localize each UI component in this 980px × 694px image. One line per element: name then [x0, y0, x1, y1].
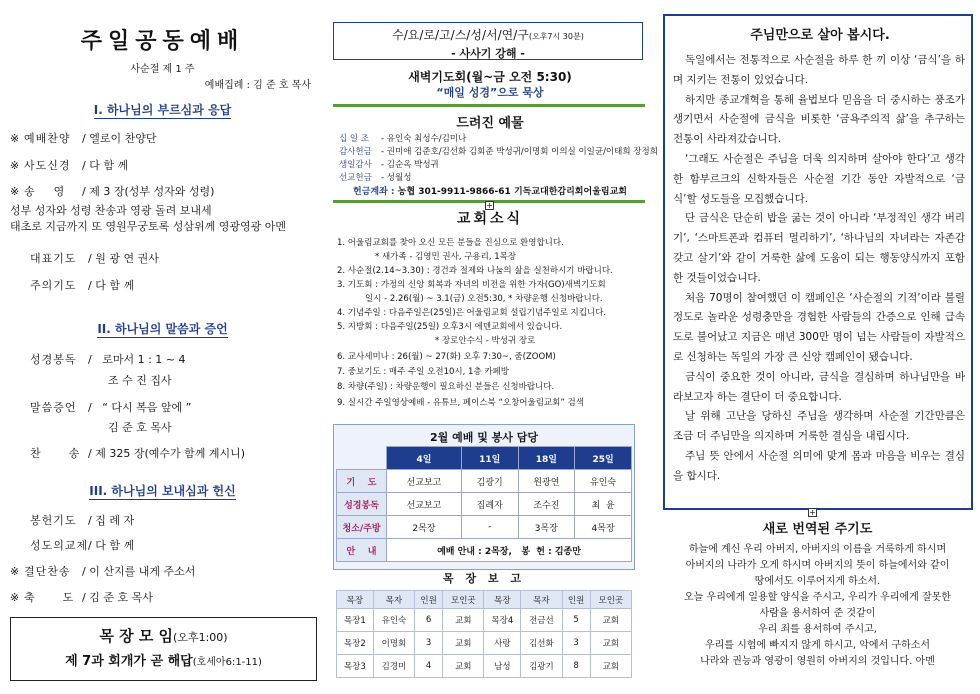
duty-row: 청소/주방 2목장 - 3목장 4목장	[337, 516, 632, 539]
offering-row: 생일감사 - 김순옥 박성귀	[339, 160, 439, 170]
order-fellowship: 성도의교제/ 다 함 께	[30, 539, 135, 552]
essay-title: 주님만으로 살아 봅시다.	[750, 28, 890, 43]
prayer-line: 나라와 권능과 영광이 영원히 아버지의 것입니다. 아멘	[700, 656, 935, 667]
news-item: * 새가족 - 김영민 권사, 구용리, 1목장	[375, 252, 517, 262]
duty-header-row	[337, 447, 632, 470]
news-item: 3. 기도회 : 가정의 신앙 회복과 자녀의 비전을 위한 가자(GO)새벽기도회	[337, 280, 606, 290]
order-sermon: 말씀증언 / “ 다시 복음 앞에 ”	[30, 401, 192, 414]
bible-study-box	[333, 22, 643, 60]
news-item: 1. 어울림교회를 찾아 오신 모든 분들을 진심으로 환영합니다.	[337, 238, 564, 248]
worship-order-column	[0, 0, 325, 694]
order-creed: ※ 사도신경 / 다 함 께	[10, 159, 129, 172]
bible-study-sub: - 사사기 강해 -	[451, 47, 525, 60]
group-report-header: 목장 목자 인원 모인곳 목장 목자 인원 모인곳	[337, 591, 632, 609]
essay-paragraph: 단 금식은 단순히 밥을 굶는 것이 아니라 ‘부정적인 생각 버리기’, ‘스마트폰과 컴퓨터 멀리하기’, ‘하나님의 자녀라는 자존감 갖고 살기’와 같이 거룩한 삶에 도움이 되는 행동양식까지 포함한 것들이었습니다.	[673, 212, 965, 284]
offering-row: 선교헌금 - 성월성	[339, 173, 412, 183]
page-title: 주일공동예배	[80, 29, 245, 54]
prayer-line: 아버지의 나라가 오게 하시며 아버지의 뜻이 하늘에서와 같이	[685, 560, 950, 571]
prayer-line: 땅에서도 이루어지게 하소서.	[754, 576, 881, 587]
table-row: 목장3 김경미 4 교회 남성 김광기 8 교회	[337, 655, 632, 678]
prayer-line: 우리 죄를 용서하여 주시고,	[758, 624, 877, 635]
reading-person: 조 수 진 집사	[108, 374, 172, 387]
bible-study-title: 수/요/로/고/스/성/서/연/구	[392, 28, 529, 42]
meeting-topic: 제 7과 회개가 곧 해답	[65, 654, 193, 669]
news-item: 8. 차량(주일) : 차량운행이 필요하신 분들은 신청바랍니다.	[337, 382, 555, 392]
prayer-line: 오늘 우리에게 일용할 양식을 주시고, 우리가 우리에게 잘못한	[684, 592, 951, 603]
prayer-line: 우리를 시험에 빠지지 않게 하시고, 악에서 구하소서	[704, 640, 931, 651]
table-row: 목장1 유인숙 6 교회 목장4 전금선 5 교회	[337, 609, 632, 632]
prayer-line: 하늘에 계신 우리 아버지, 아버지의 이름을 거룩하게 하시며	[688, 544, 947, 555]
offering-row: 십 일 조 - 유인숙 최성수/김미나	[339, 134, 467, 144]
duty-date: 18일	[518, 447, 575, 470]
prayer-title: 새로 번역된 주기도	[762, 522, 873, 537]
news-item: 일시 - 2.26(월) ~ 3.1(금) 오전5:30, * 차량운행 신청바랍니다.	[365, 294, 603, 304]
season-label: 사순절 제 1 주	[130, 64, 195, 75]
prayer-line: 사람을 용서하여 준 것같이	[759, 608, 876, 619]
officiant-label: 예배집례 : 김 준 호 목사	[204, 80, 311, 91]
essay-paragraph: ‘그래도 사순절은 주님을 더욱 의지하며 살아야 한다’고 생각한 함부르크의 신학자들은 사순절 기간 동안 자발적으로 ‘금식’할 성도들을 모집했습니다.	[673, 152, 965, 205]
meeting-time: (오후1:00)	[173, 631, 228, 644]
essay-paragraph: 금식이 중요한 것이 아니라, 금식을 결심하며 하나님만을 바라보고자 하는 결단이 더 중요합니다.	[673, 370, 965, 403]
order-hymn: 찬 송 / 제 325 장(예수가 함께 계시니)	[30, 447, 246, 460]
news-item: * 장로안수식 - 박성귀 장로	[435, 336, 536, 346]
duty-table	[336, 446, 632, 562]
news-item: 6. 교사세미나 : 26(월) ~ 27(화) 오후 7:30~, 줌(ZOOM)	[337, 352, 556, 362]
divider	[333, 104, 645, 107]
essay-paragraph: 주님 뜻 안에서 사순절 의미에 맞게 몸과 마음을 비우는 결심을 합시다.	[673, 449, 965, 482]
order-offering-prayer: 봉헌기도 / 집 례 자	[30, 514, 135, 527]
doxology-lyrics: 성부 성자와 성령 찬송과 영광 돌려 보내세 태초로 지금까지 또 영원무궁토록 성삼위께 영광영광 아멘	[10, 204, 287, 233]
essay-box	[663, 14, 973, 510]
news-item: 7. 중보기도 : 매주 주일 오전10시, 1층 카페방	[337, 367, 509, 377]
news-item: 9. 실시간 주일영상예배 - 유튜브, 페이스북 “오창어울림교회” 검색	[337, 398, 584, 408]
duty-table-title: 2월 예배 및 봉사 담당	[430, 431, 538, 444]
duty-date: 25일	[575, 447, 632, 470]
essay-paragraph: 독일에서는 전통적으로 사순절을 하루 한 끼 이상 ‘금식’을 하며 지키는 전통이 있었습니다.	[673, 54, 965, 86]
expand-icon[interactable]: +	[486, 201, 493, 210]
meeting-title: 목 장 모 임	[99, 627, 174, 645]
essay-column	[655, 0, 980, 694]
order-closing-hymn: ※ 결단찬송 / 이 산지를 내게 주소서	[10, 565, 196, 578]
news-item: 2. 사순절(2.14~3.30) : 경건과 절제와 나눔의 삶을 실천하시기 바랍니다.	[337, 266, 613, 276]
news-title: 교회소식	[456, 211, 524, 227]
order-scripture-reading: 성경봉독 / 로마서 1 : 1 ~ 4	[30, 353, 186, 366]
dawn-prayer-title: 새벽기도회(월~금 오전 5:30)	[408, 70, 572, 84]
small-group-meeting-box	[10, 617, 317, 681]
duty-row: 기 도 선교보고 김광기 원광연 유인숙	[337, 470, 632, 493]
offering-title: 드려진 예물	[456, 116, 524, 131]
section-calling: I. 하나님의 부르심과 응답	[93, 103, 232, 117]
news-item: 5. 지방회 : 다음주일(25일) 오후3시 에덴교회에서 있습니다.	[337, 322, 563, 332]
group-report-table	[336, 590, 632, 678]
essay-paragraph: 하지만 종교개혁을 통해 율법보다 믿음을 더 중시하는 풍조가 생기면서 사순절에 금식을 비롯한 ‘금욕주의적 삶’을 추구하는 전통이 사라져갔습니다.	[673, 93, 965, 146]
order-lords-prayer: 주의기도 / 다 함 께	[30, 279, 135, 292]
duty-date: 11일	[461, 447, 518, 470]
group-report-title: 목 장 보 고	[443, 572, 525, 585]
essay-paragraph: 날 위해 고난을 당하신 주님을 생각하며 사순절 기간만큼은 조금 더 주님만을 의지하며 거룩한 결심을 내립시다.	[673, 410, 965, 443]
duty-date: 4일	[387, 447, 462, 470]
offering-row: 감사헌금 - 권미애 김준호/김선화 김회준 박성귀/이명회 이의실 이일균/이태희 장정희	[339, 147, 658, 157]
sermon-person: 김 준 호 목사	[108, 421, 172, 434]
news-item: 4. 기념주일 : 다음주일은(25일)은 어울림교회 설립기념주일로 지킵니다.	[337, 308, 607, 318]
expand-icon[interactable]: +	[809, 508, 816, 517]
offering-account: 헌금계좌 : 농협 301-9911-9866-61 기독교대한감리회어울림교회	[353, 187, 627, 197]
table-row: 목장2 이명회 3 교회 사랑 김선화 3 교회	[337, 632, 632, 655]
section-sending: III. 하나님의 보내심과 헌신	[89, 484, 236, 498]
duty-row: 성경봉독 선교보고 집례자 조수진 최 윤	[337, 493, 632, 516]
order-benediction: ※ 축 도 / 김 준 호 목사	[10, 591, 153, 604]
essay-paragraph: 처음 70명이 참여했던 이 캠페인은 ‘사순절의 기적’이라 불릴 정도로 놀라운 성령충만을 경험한 사람들의 간증으로 인해 급속도로 불어났고 지금은 매년 300만 명이 넘는 사람들이 자발적으로 신청하는 독일의 가장 큰 신앙 캠페인이 됐습니다.	[673, 291, 965, 363]
order-praise: ※ 예배찬양 / 엘로이 찬양단	[10, 132, 157, 145]
order-representative-prayer: 대표기도 / 원 광 연 권사	[30, 252, 159, 265]
essay-body	[673, 51, 965, 487]
section-word: II. 하나님의 말씀과 증언	[97, 322, 228, 336]
order-doxology: ※ 송 영 / 제 3 장(성부 성자와 성령)	[10, 185, 215, 198]
dawn-prayer-sub: “매일 성경”으로 묵상	[436, 86, 544, 99]
bible-study-time: (오후7시 30분)	[528, 32, 584, 41]
duty-notice-row: 안 내 예배 안내 : 2목장, 봉 헌 : 김종만	[337, 539, 632, 562]
meeting-ref: (호세아6:1-11)	[192, 657, 262, 668]
